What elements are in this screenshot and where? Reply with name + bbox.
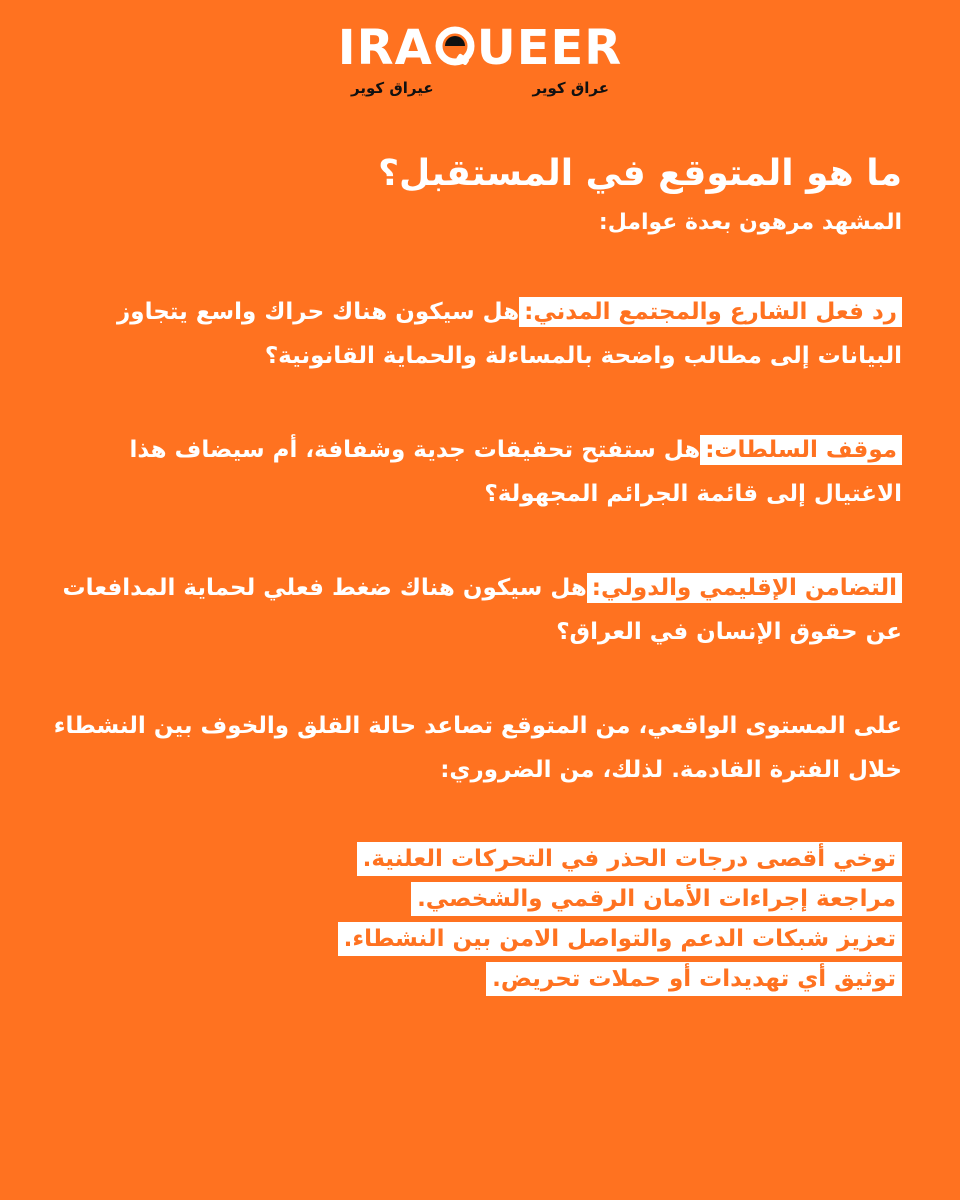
recommendations-list xyxy=(52,842,902,996)
logo-word-right: UEER xyxy=(476,20,623,76)
factor-label: التضامن الإقليمي والدولي: xyxy=(587,573,902,603)
intro-text: المشهد مرهون بعدة عوامل: xyxy=(598,210,902,235)
factor-text: هل سيكون هناك حراك واسع يتجاوز البيانات إلى مطالب واضحة بالمساءلة والحماية القانونية؟ xyxy=(117,299,902,369)
logo-subtitle xyxy=(351,78,609,98)
list-item: توثيق أي تهديدات أو حملات تحريض. xyxy=(52,962,902,996)
list-item: مراجعة إجراءات الأمان الرقمي والشخصي. xyxy=(52,882,902,916)
logo-q-icon xyxy=(435,26,475,70)
factor-street xyxy=(52,290,902,378)
post-content xyxy=(52,150,902,1002)
factor-authorities xyxy=(52,428,902,516)
factor-text: هل سيكون هناك ضغط فعلي لحماية المدافعات عن حقوق الإنسان في العراق؟ xyxy=(62,575,902,645)
factor-label: موقف السلطات: xyxy=(700,435,902,465)
logo-sub-kurdish: عيراق كوير xyxy=(351,79,434,97)
logo-word-left: IRA xyxy=(337,20,433,76)
factor-label: رد فعل الشارع والمجتمع المدني: xyxy=(519,297,902,327)
page-title: ما هو المتوقع في المستقبل؟ xyxy=(378,153,902,194)
factor-text: هل ستفتح تحقيقات جدية وشفافة، أم سيضاف هذا الاغتيال إلى قائمة الجرائم المجهولة؟ xyxy=(129,437,902,507)
list-item: تعزيز شبكات الدعم والتواصل الامن بين النشطاء. xyxy=(52,922,902,956)
factor-solidarity xyxy=(52,566,902,654)
logo xyxy=(0,22,960,98)
list-item: توخي أقصى درجات الحذر في التحركات العلنية. xyxy=(52,842,902,876)
logo-sub-arabic: عراق كوير xyxy=(532,79,609,97)
logo-wordmark xyxy=(338,22,622,74)
outlook-text: على المستوى الواقعي، من المتوقع تصاعد حالة القلق والخوف بين النشطاء خلال الفترة القادمة. لذلك، من الضروري: xyxy=(53,713,902,783)
